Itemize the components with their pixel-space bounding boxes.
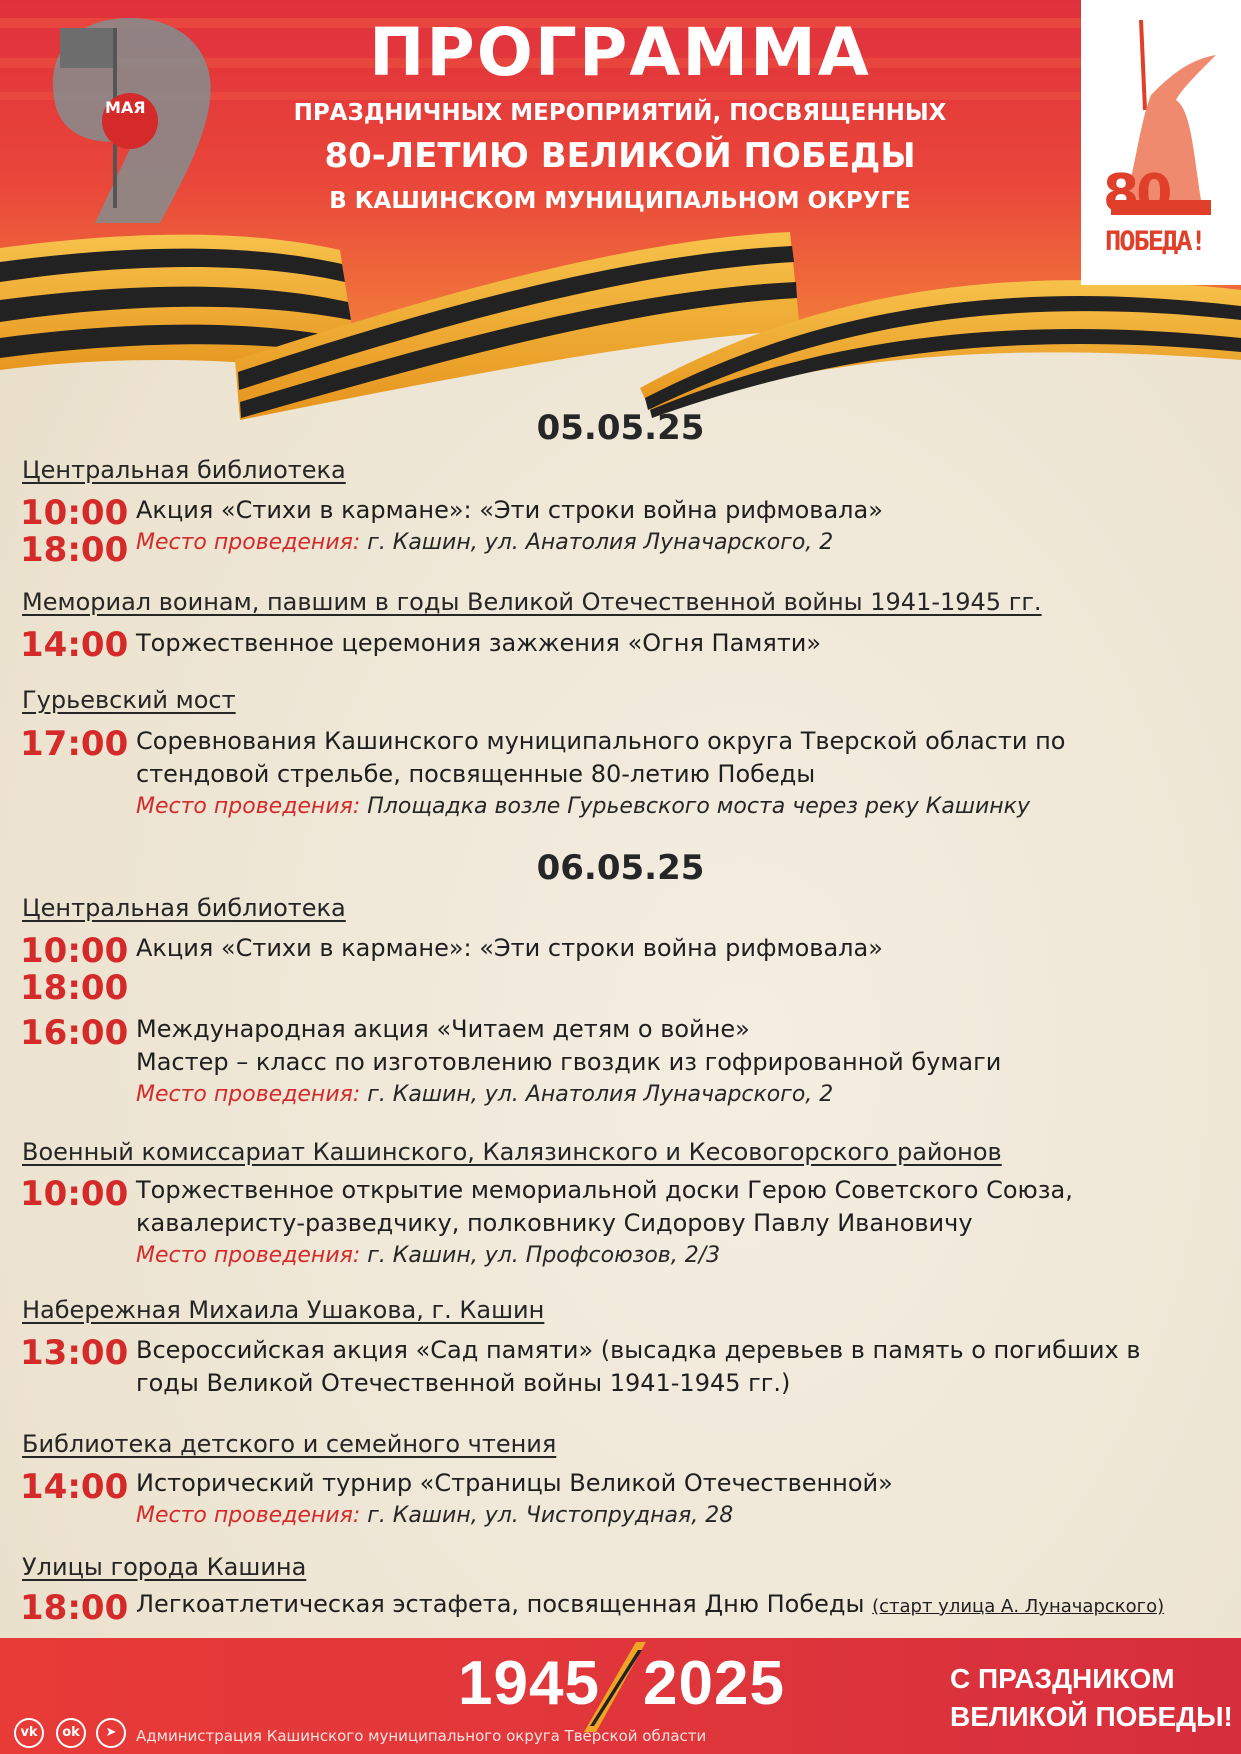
event-location — [136, 530, 833, 555]
venue-title: Центральная библиотека — [22, 894, 346, 922]
nine-may-emblem — [40, 8, 220, 228]
event-location — [136, 794, 1030, 819]
event-title-text: Легкоатлетическая эстафета, посвященная Дню Победы — [136, 1590, 865, 1618]
location-text: г. Кашин, ул. Чистопрудная, 28 — [367, 1503, 734, 1528]
location-text: г. Кашин, ул. Анатолия Луначарского, 2 — [367, 530, 834, 555]
ok-icon[interactable]: ok — [56, 1718, 86, 1748]
event-time: 14:00 — [20, 625, 129, 665]
year-start: 1945 — [458, 1649, 600, 1718]
logo-number: 80 — [1103, 164, 1170, 224]
location-label: Место проведения: — [136, 1243, 361, 1268]
venue-title: Мемориал воинам, павшим в годы Великой Отечественной войны 1941-1945 гг. — [22, 588, 1042, 616]
event-location — [136, 1082, 833, 1107]
venue-title: Библиотека детского и семейного чтения — [22, 1430, 557, 1458]
event-title: Торжественное церемония зажжения «Огня Памяти» — [136, 629, 822, 657]
subtitle-line-2: 80-ЛЕТИЮ ВЕЛИКОЙ ПОБЕДЫ — [324, 136, 916, 176]
event-title-line: годы Великой Отечественной войны 1941-1945 гг.) — [136, 1369, 791, 1397]
event-title-line: Международная акция «Читаем детям о войне» — [136, 1015, 750, 1043]
event-time: 10:00 — [20, 931, 129, 971]
event-location — [136, 1243, 720, 1268]
date-heading: 06.05.25 — [536, 848, 705, 888]
event-time: 10:00 — [20, 493, 129, 533]
year-end: 2025 — [643, 1649, 785, 1718]
event-time: 14:00 — [20, 1467, 129, 1507]
event-time: 17:00 — [20, 724, 129, 764]
location-text: г. Кашин, ул. Анатолия Луначарского, 2 — [367, 1082, 834, 1107]
venue-title: Военный комиссариат Кашинского, Калязинского и Кесовогорского районов — [22, 1138, 1002, 1166]
subtitle-line-3: В КАШИНСКОМ МУНИЦИПАЛЬНОМ ОКРУГЕ — [329, 188, 911, 214]
venue-title: Улицы города Кашина — [22, 1553, 307, 1581]
telegram-icon[interactable]: ➤ — [96, 1718, 126, 1748]
congratulations — [950, 1660, 1233, 1736]
ribbon-icon — [576, 1642, 646, 1732]
event-title — [136, 1588, 1216, 1623]
event-title: Акция «Стихи в кармане»: «Эти строки война рифмовала» — [136, 934, 883, 962]
event-title-line: Соревнования Кашинского муниципального округа Тверской области по — [136, 727, 1066, 755]
event-location — [136, 1503, 733, 1528]
administration-credit: Администрация Кашинского муниципального округа Тверской области — [136, 1727, 707, 1745]
vk-icon[interactable]: vk — [14, 1718, 44, 1748]
location-text: Площадка возле Гурьевского моста через реку Кашинку — [367, 794, 1030, 819]
page-title: ПРОГРАММА — [369, 14, 871, 91]
location-text: г. Кашин, ул. Профсоюзов, 2/3 — [367, 1243, 721, 1268]
event-note: (старт улица А. Луначарского) — [872, 1596, 1165, 1617]
location-label: Место проведения: — [136, 794, 361, 819]
venue-title: Гурьевский мост — [22, 686, 236, 714]
congrats-line-2: ВЕЛИКОЙ ПОБЕДЫ! — [950, 1701, 1233, 1732]
date-heading: 05.05.25 — [536, 408, 705, 448]
event-title-line: кавалеристу-разведчику, полковнику Сидорову Павлу Ивановичу — [136, 1209, 973, 1237]
venue-title: Центральная библиотека — [22, 456, 346, 484]
location-label: Место проведения: — [136, 1082, 361, 1107]
event-title-line: Мастер – класс по изготовлению гвоздик из гофрированной бумаги — [136, 1048, 1002, 1076]
event-time: 18:00 — [20, 1588, 129, 1628]
may-label: МАЯ — [105, 98, 146, 117]
event-time: 13:00 — [20, 1333, 129, 1373]
event-title-line: Всероссийская акция «Сад памяти» (высадка деревьев в память о погибших в — [136, 1336, 1141, 1364]
logo-word: ПОБЕДА! — [1105, 226, 1205, 257]
event-time: 18:00 — [20, 968, 129, 1008]
location-label: Место проведения: — [136, 530, 361, 555]
event-time: 16:00 — [20, 1013, 129, 1053]
venue-title: Набережная Михаила Ушакова, г. Кашин — [22, 1296, 545, 1324]
poster-header — [0, 0, 1241, 420]
event-title-line: Торжественное открытие мемориальной доски Герою Советского Союза, — [136, 1176, 1073, 1204]
event-time: 18:00 — [20, 530, 129, 570]
congrats-line-1: С ПРАЗДНИКОМ — [950, 1663, 1175, 1694]
subtitle-line-1: ПРАЗДНИЧНЫХ МЕРОПРИЯТИЙ, ПОСВЯЩЕННЫХ — [293, 100, 947, 126]
poster-footer — [0, 1638, 1241, 1754]
victory-80-logo — [1081, 0, 1241, 285]
event-title: Исторический турнир «Страницы Великой Отечественной» — [136, 1469, 893, 1497]
years-banner — [458, 1648, 785, 1719]
location-label: Место проведения: — [136, 1503, 361, 1528]
event-title-line: стендовой стрельбе, посвященные 80-летию Победы — [136, 760, 816, 788]
event-title: Акция «Стихи в кармане»: «Эти строки война рифмовала» — [136, 496, 883, 524]
event-time: 10:00 — [20, 1174, 129, 1214]
